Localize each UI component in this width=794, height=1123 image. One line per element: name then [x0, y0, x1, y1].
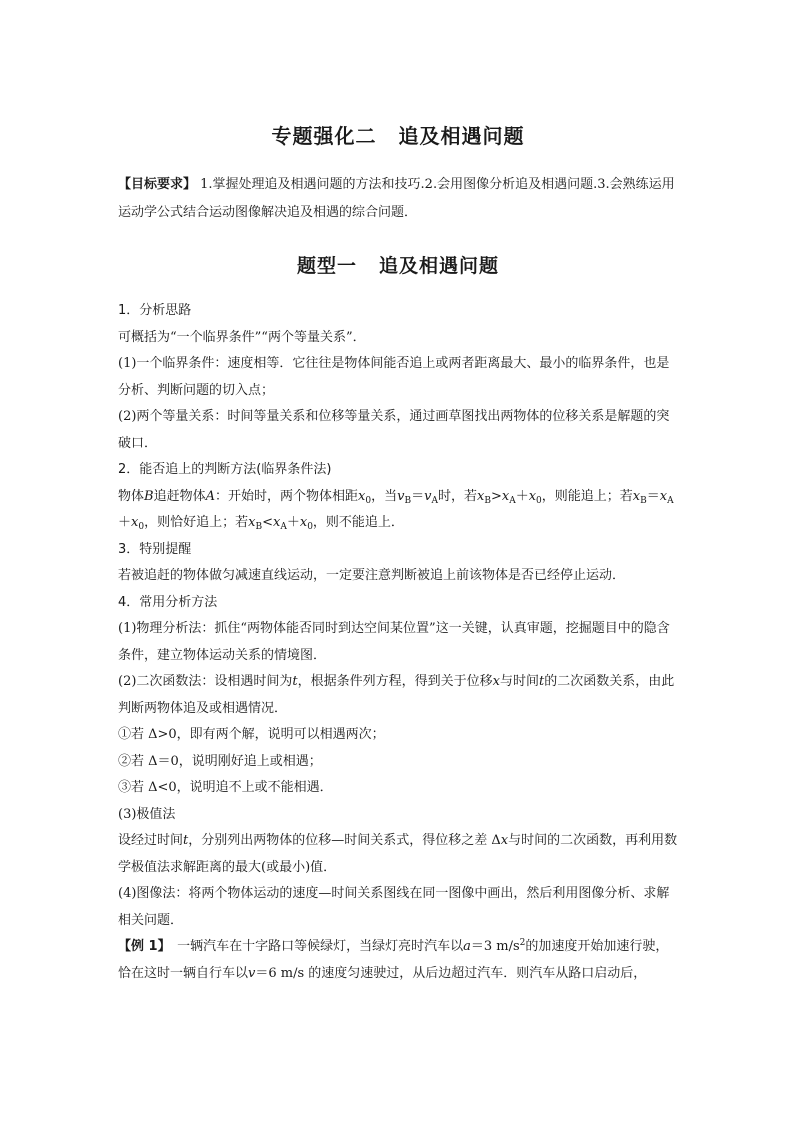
method-extremum: 设经过时间t，分别列出两物体的位移—时间关系式，得位移之差 Δx与时间的二次函数，再利用数学极值法求解距离的最大(或最小)值． [118, 833, 678, 875]
section-title [118, 251, 678, 278]
learning-goals [118, 171, 678, 227]
case-no-solution: ③若 Δ<0，说明追不上或不能相遇． [118, 780, 333, 795]
method-physical: (1)物理分析法：抓住“两物体能否同时到达空间某位置”这一关键，认真审题，挖掘题目中的隐含条件，建立物体运动关系的情境图． [118, 621, 670, 663]
section-title-right: 追及相遇问题 [379, 255, 500, 277]
method-extremum-heading: (3)极值法 [118, 806, 176, 822]
method-graph: (4)图像法：将两个物体运动的速度—时间关系图线在同一图像中画出，然后利用图像分析、求解相关问题． [118, 886, 670, 928]
s3-text: 若被追赶的物体做匀减速直线运动，一定要注意判断被追上前该物体是否已经停止运动． [118, 568, 626, 583]
method-quadratic: (2)二次函数法：设相遇时间为t，根据条件列方程，得到关于位移x与时间t的二次函数关系，由此判断两物体追及或相遇情况． [118, 674, 675, 716]
title-left: 专题强化二 [271, 124, 377, 148]
s2-criterion: 物体B追赶物体A：开始时，两个物体相距$x_0$，当$v_B=v_A$时，若$x_B>x_A+x_0$，则能追上；若$x_B=x_A+x_0$，则恰好追上；若$x_B<x_A+x_0$，则不能追上． [118, 488, 674, 532]
document-page [118, 120, 678, 987]
goal-text: 1.掌握处理追及相遇问题的方法和技巧.2.会用图像分析追及相遇问题.3.会熟练运用运动学公式结合运动图像解决追及相遇的综合问题． [118, 177, 675, 220]
s1-equal-relations: (2)两个等量关系：时间等量关系和位移等量关系，通过画草图找出两物体的位移关系是解题的突破口． [118, 409, 670, 451]
goal-tag: 【目标要求】 [118, 177, 197, 192]
s1-heading: 1．分析思路 [118, 303, 192, 318]
case-two-solutions: ①若 Δ>0，即有两个解，说明可以相遇两次； [118, 727, 385, 742]
s3-heading: 3．特别提醒 [118, 541, 192, 557]
title-right: 追及相遇问题 [398, 124, 525, 148]
case-one-solution: ②若 Δ＝0，说明刚好追上或相遇； [118, 753, 322, 769]
example-tag: 【例 1】 [118, 939, 165, 954]
s4-heading: 4．常用分析方法 [118, 594, 218, 610]
example-1: 【例 1】 一辆汽车在十字路口等候绿灯，当绿灯亮时汽车以a＝3 $m/s^2$的加速度开始加速行驶，恰在这时一辆自行车以v＝6 m/s 的速度匀速驶过，从后边超过汽车．则汽车从路口启动后， [118, 938, 669, 981]
document-title [118, 120, 678, 149]
section-title-left: 题型一 [296, 255, 357, 277]
s2-heading: 2．能否追上的判断方法(临界条件法) [118, 462, 332, 477]
s1-intro: 可概括为“一个临界条件”“两个等量关系”． [118, 329, 366, 345]
s1-critical-condition: (1)一个临界条件：速度相等．它往往是物体间能否追上或两者距离最大、最小的临界条件，也是分析、判断问题的切入点； [118, 356, 670, 398]
